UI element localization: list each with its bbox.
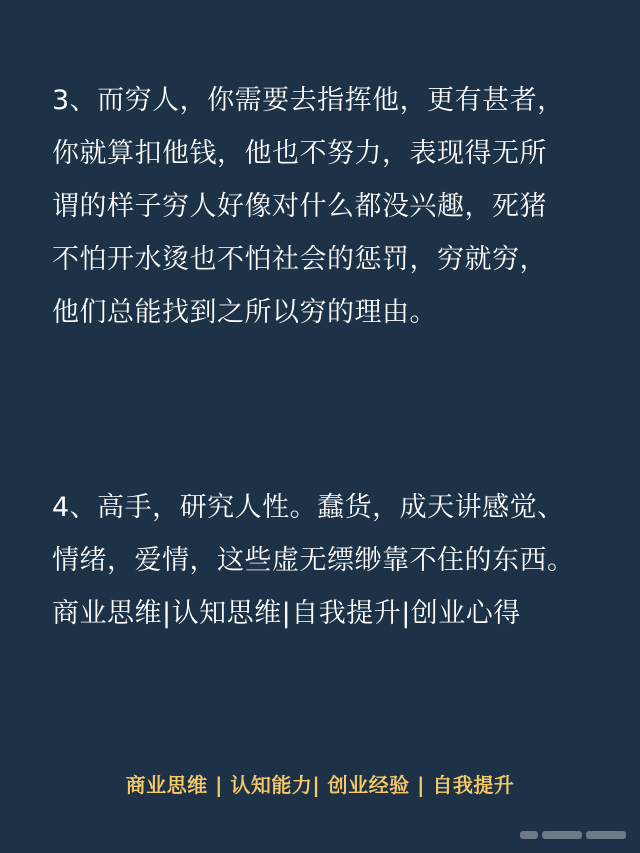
paragraph-line: 4、高手，研究人性。蠢货，成天讲感觉、 [52, 492, 565, 523]
paragraph-4 [52, 481, 612, 640]
paragraph-line: 你就算扣他钱，他也不努力，表现得无所 [52, 138, 547, 169]
paragraph-line: 商业思维|认知思维|自我提升|创业心得 [52, 598, 521, 629]
paragraph-line: 3、而穷人，你需要去指挥他，更有甚者， [52, 85, 565, 116]
paragraph-line: 他们总能找到之所以穷的理由。 [52, 297, 437, 328]
footer-tags: 商业思维 | 认知能力| 创业经验 | 自我提升 [125, 773, 515, 797]
paragraph-line: 不怕开水烫也不怕社会的惩罚，穷就穷， [52, 244, 547, 275]
watermark-logo [520, 825, 630, 845]
paragraph-3 [52, 74, 612, 339]
paragraph-line: 情绪，爱情，这些虚无缥缈靠不住的东西。 [52, 545, 575, 576]
paragraph-line: 谓的样子穷人好像对什么都没兴趣，死猪 [52, 191, 547, 222]
